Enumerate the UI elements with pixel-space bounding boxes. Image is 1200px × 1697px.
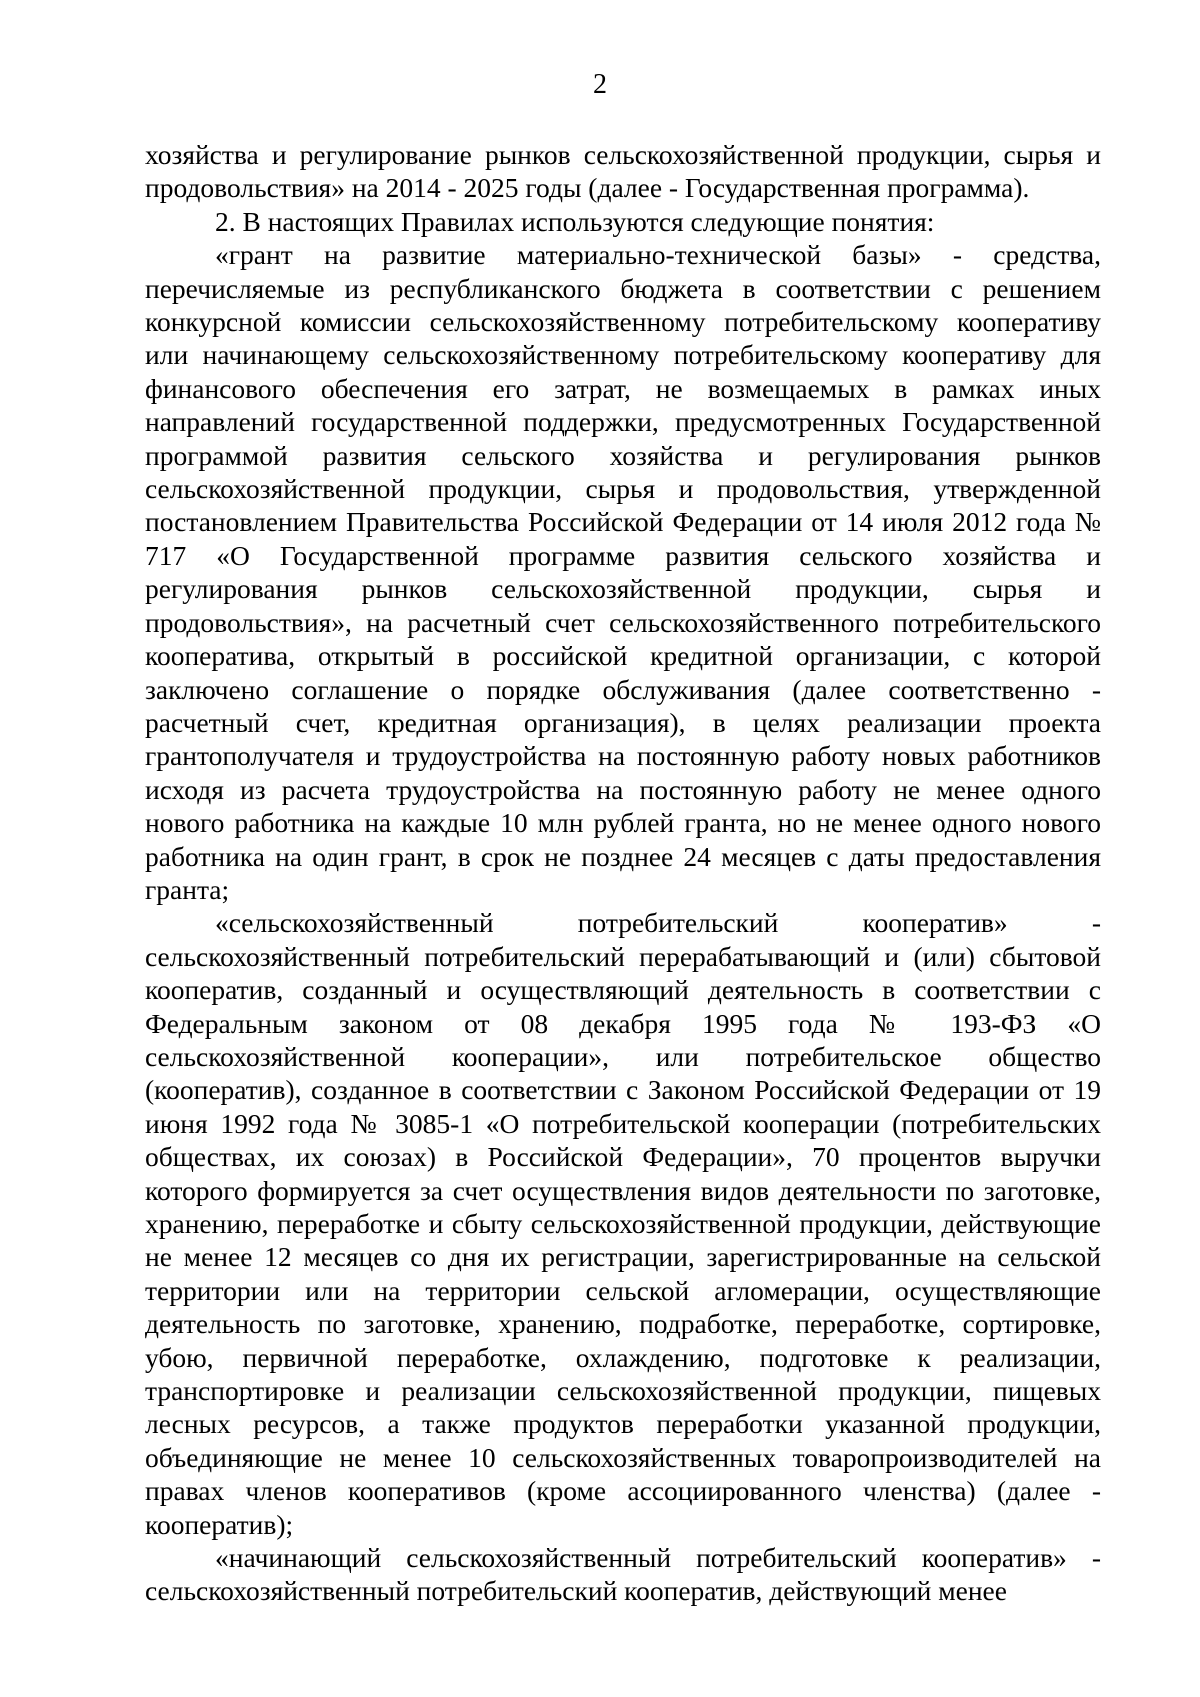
- paragraph-new-cooperative-definition: «начинающий сельскохозяйственный потребительский кооператив» - сельскохозяйственный потребительский кооператив, действующий менее: [145, 1542, 1101, 1607]
- document-body: [145, 138, 1101, 1608]
- page-number: 2: [593, 69, 607, 100]
- paragraph-grant-definition: «грант на развитие материально-технической базы» - средства, перечисляемые из республиканского бюджета в соответствии с решением конкурсной комиссии сельскохозяйственному потребительскому кооперативу или начинающему сельскохозяйственному потребительскому кооперативу для финансового обеспечения его затрат, не возмещаемых в рамках иных направлений государственной поддержки, предусмотренных Государственной программой развития сельского хозяйства и регулирования рынков сельскохозяйственной продукции, сырья и продовольствия, утвержденной постановлением Правительства Российской Федерации от 14 июля 2012 года № 717 «О Государственной программе развития сельского хозяйства и регулирования рынков сельскохозяйственной продукции, сырья и продовольствия», на расчетный счет сельскохозяйственного потребительского кооператива, открытый в российской кредитной организации, с которой заключено соглашение о порядке обслуживания (далее соответственно - расчетный счет, кредитная организация), в целях реализации проекта грантополучателя и трудоустройства на постоянную работу новых работников исходя из расчета трудоустройства на постоянную работу не менее одного нового работника на каждые 10 млн рублей гранта, но не менее одного нового работника на один грант, в срок не позднее 24 месяцев с даты предоставления гранта;: [145, 239, 1101, 905]
- paragraph-continuation: хозяйства и регулирование рынков сельскохозяйственной продукции, сырья и продовольствия» на 2014 - 2025 годы (далее - Государственная программа).: [145, 139, 1101, 204]
- paragraph-cooperative-definition: «сельскохозяйственный потребительский кооператив» - сельскохозяйственный потребительский перерабатывающий и (или) сбытовой кооператив, созданный и осуществляющий деятельность в соответствии с Федеральным законом от 08 декабря 1995 года № 193-ФЗ «О сельскохозяйственной кооперации», или потребительское общество (кооператив), созданное в соответствии с Законом Российской Федерации от 19 июня 1992 года № 3085-1 «О потребительской кооперации (потребительских обществах, их союзах) в Российской Федерации», 70 процентов выручки которого формируется за счет осуществления видов деятельности по заготовке, хранению, переработке и сбыту сельскохозяйственной продукции, действующие не менее 12 месяцев со дня их регистрации, зарегистрированные на сельской территории или на территории сельской агломерации, осуществляющие деятельность по заготовке, хранению, подработке, переработке, сортировке, убою, первичной переработке, охлаждению, подготовке к реализации, транспортировке и реализации сельскохозяйственной продукции, пищевых лесных ресурсов, а также продуктов переработки указанной продукции, объединяющие не менее 10 сельскохозяйственных товаропроизводителей на правах членов кооперативов (кроме ассоциированного членства) (далее - кооператив);: [145, 907, 1101, 1540]
- paragraph-definitions-intro: 2. В настоящих Правилах используются следующие понятия:: [215, 205, 935, 237]
